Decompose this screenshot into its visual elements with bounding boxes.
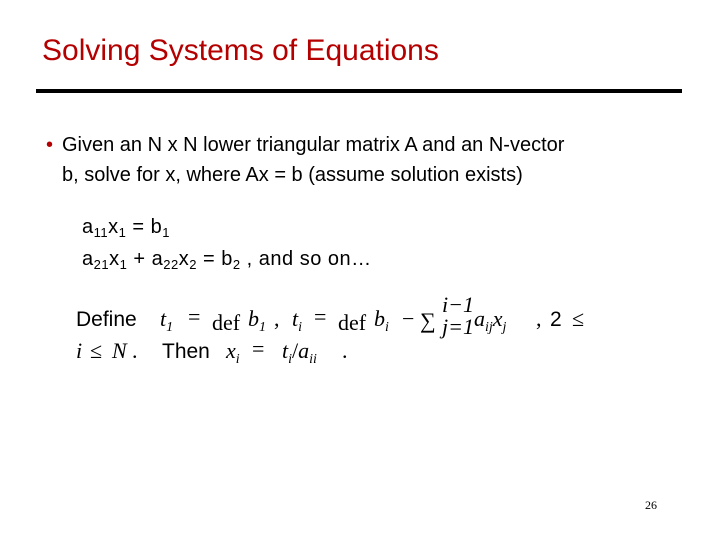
bullet-line-2: b, solve for x, where Ax = b (assume solution exists) [62,164,523,186]
eq2-tail: , and so on… [240,248,372,270]
equation-1 [82,216,170,240]
slide-title: Solving Systems of Equations [42,34,439,67]
title-divider [36,89,682,93]
formula-period-2: . [342,338,348,363]
formula-eq-def-1: = [188,304,201,329]
formula-eq-def-2: = [314,304,327,329]
bullet-line-1: Given an N x N lower triangular matrix A and an N-vector [62,134,565,156]
equation-2 [82,248,372,272]
formula-xi: $x_i$ [226,338,240,367]
eq2-rhs-sub: 2 [232,257,241,272]
formula-i: i [76,338,83,363]
formula-define-label: Define [76,308,137,331]
formula-eq-2: = [252,336,265,361]
formula-bi: $b_i$ [374,306,389,335]
page-number: 26 [645,498,657,512]
formula-period-1: . [132,338,138,363]
eq2-x1: x [109,248,120,270]
eq1-rhs-sub: 1 [162,225,171,240]
formula-sum-lower: j=1 [442,314,474,339]
eq1-a: a [82,216,94,238]
bullet-icon: • [46,134,54,156]
formula-comma-2: , [536,306,542,331]
formula-b1: $b_1$ [248,306,266,335]
formula-minus: − [402,306,415,331]
formula-sum-sign: ∑ [420,308,436,333]
formula-two: 2 [550,308,562,331]
eq2-a2-sub: 22 [163,257,179,272]
formula-t1: $t_1$ [160,306,174,335]
eq1-x: x [108,216,119,238]
eq2-plus: + a [127,248,164,270]
formula-image [76,292,616,374]
eq2-a1: a [82,248,94,270]
formula-def-1: def [212,310,241,335]
eq1-x-sub: 1 [118,225,127,240]
formula-N: N [112,338,127,363]
eq2-x2-sub: 2 [189,257,197,272]
formula-leq-1: ≤ [572,306,585,331]
eq2-x2: x [178,248,190,270]
eq1-a-sub: 11 [93,225,109,240]
formula-leq-2: ≤ [90,338,103,363]
formula-ti-over-aii: $t_i/a_{ii}$ [282,338,317,367]
bullet-item [46,130,686,190]
formula-def-2: def [338,310,367,335]
eq2-a1-sub: 21 [93,257,110,272]
formula-aij-xj: $a_{ij}x_j$ [474,306,507,335]
formula-comma-1: , [274,306,280,331]
formula-sum-upper: i−1 [442,292,474,317]
formula-then-label: Then [162,340,210,363]
formula-ti: $t_i$ [292,306,303,335]
eq2-rhs: = b [196,248,233,270]
eq2-x1-sub: 1 [119,257,128,272]
eq1-rhs: = b [126,216,163,238]
